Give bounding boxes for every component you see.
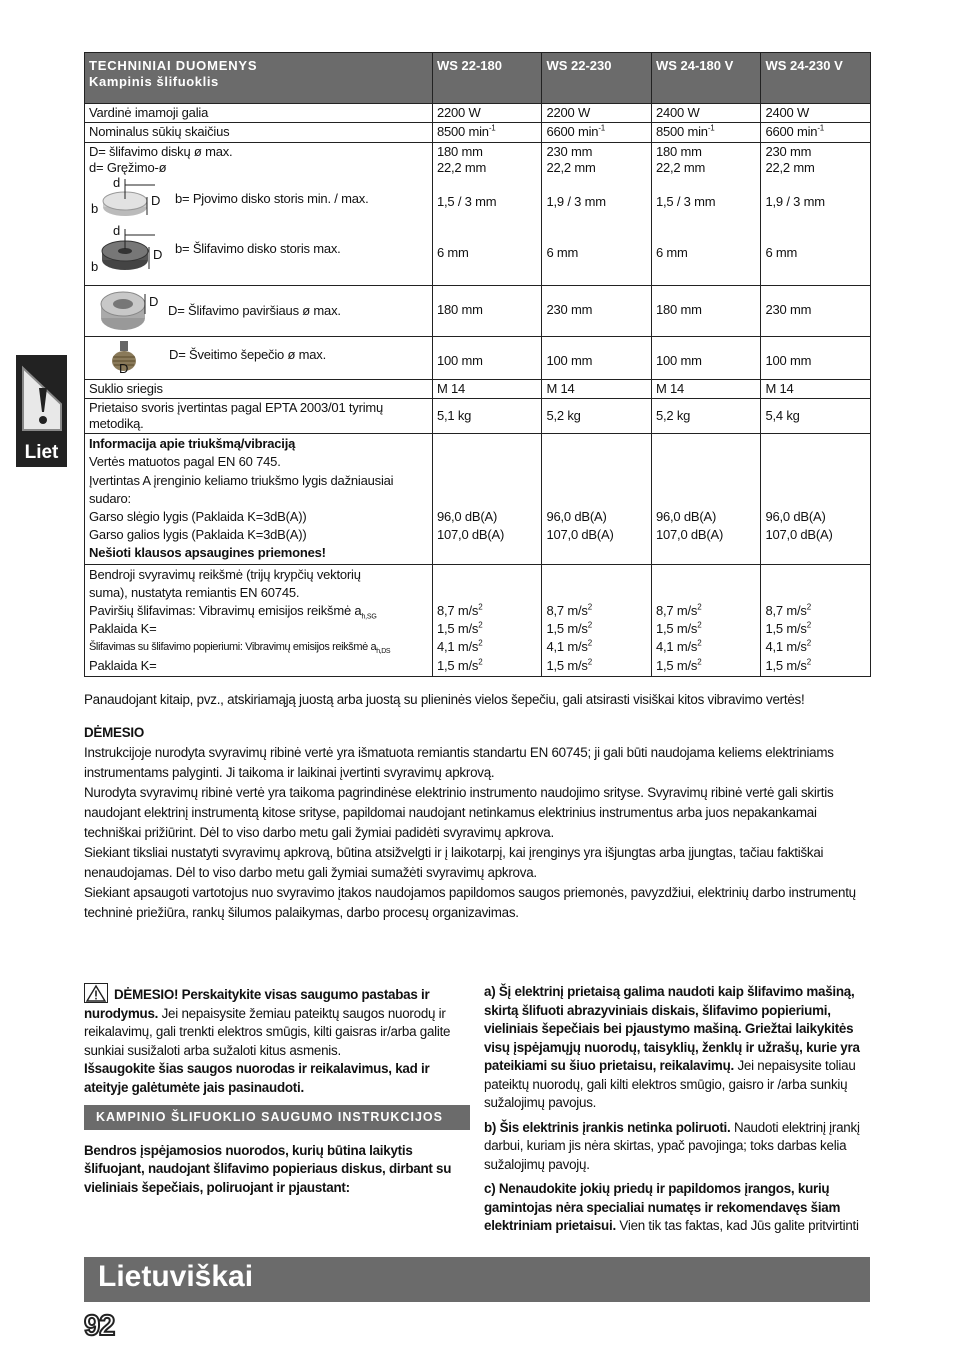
pict-letter-d: d — [113, 175, 121, 190]
cell — [432, 142, 542, 285]
cell-value — [765, 620, 866, 638]
vibration-text: Šlifavimas su šlifavimo popieriumi: Vibravimų emisijos reikšmė a — [89, 641, 377, 654]
pict-letter-b: b — [91, 201, 99, 216]
cell-value — [765, 638, 866, 656]
language-footer-bar — [84, 1257, 870, 1302]
cell-text: 4,1 m/s — [546, 639, 588, 655]
cell-value: 1,9 / 3 mm — [765, 194, 825, 209]
cell-value: 180 mm — [436, 302, 483, 318]
cell-value — [546, 657, 647, 675]
unit-sup: -1 — [707, 123, 715, 133]
noise-line: Garso slėgio lygis (Paklaida K=3dB(A)) — [89, 509, 307, 525]
cell: M 14 — [432, 379, 542, 398]
cell — [761, 285, 871, 336]
table-row — [85, 104, 871, 123]
warning-triangle-icon — [84, 983, 108, 1003]
cell-value — [437, 602, 538, 620]
cell-text: 4,1 m/s — [655, 639, 698, 655]
cell-value: 107,0 dB(A) — [655, 527, 724, 543]
item-a — [484, 983, 872, 1113]
cell-value: 230 mm — [546, 302, 593, 318]
item-c-bold: c) Nenaudokite jokių priedų ir papildomos įrangos, kurių gamintojas nėra specialiai numatęs ir rekomendavęs šiam elektriniam prietaisui. — [484, 1181, 841, 1233]
item-c — [484, 1180, 872, 1236]
item-b-bold: b) Šis elektrinis įrankis netinka poliruoti. — [484, 1119, 731, 1135]
surface-label: D= Šlifavimo paviršiaus ø max. — [168, 302, 341, 318]
table-row — [85, 123, 871, 142]
cell-value — [656, 657, 757, 675]
cell — [542, 398, 652, 434]
cell — [432, 123, 542, 142]
pict-letter-D: D — [151, 193, 161, 208]
cell — [542, 434, 652, 564]
cell-value: 6 mm — [436, 245, 469, 261]
cell-value: 6 mm — [546, 245, 579, 261]
cell: 2400 W — [761, 104, 871, 123]
right-column — [484, 983, 872, 1242]
cell-text: 1,5 m/s — [436, 621, 479, 637]
model-header: WS 24-180 V — [651, 53, 761, 104]
safety-warning — [84, 983, 470, 1060]
cell-value: 8500 min — [655, 124, 708, 140]
cell-value — [765, 657, 866, 675]
cell-value: 22,2 mm — [546, 159, 596, 175]
cell-value: 6600 min — [765, 124, 818, 140]
cell — [761, 398, 871, 434]
cell-value — [656, 620, 757, 638]
row-label: Vardinė imamoji galia — [85, 104, 433, 123]
pict-letter-b: b — [91, 259, 99, 274]
cell-value — [546, 638, 647, 656]
cell-value — [437, 657, 538, 675]
cell-value — [546, 602, 647, 620]
cell-value: 6 mm — [655, 245, 688, 261]
cell-text: 8,7 m/s — [765, 603, 807, 619]
footer-title: Lietuviškai — [98, 1260, 254, 1293]
sanding-pad-icon — [95, 286, 157, 336]
cell-value: 1,5 / 3 mm — [436, 194, 497, 209]
attention-paragraph: Siekiant apsaugoti vartotojus nuo svyravimo įtakos naudojamos papildomos saugos priemonės, pavyzdžiui, elektrinių darbo instrumentų techninė priežiūra, rankų šilumos palaikymas, darbo procesų organizavimas. — [84, 885, 856, 920]
cell: M 14 — [542, 379, 652, 398]
noise-line: Įvertintas A įrenginio keliamo triukšmo lygis dažniausiai sudaro: — [89, 472, 394, 506]
cell-text: 1,5 m/s — [655, 621, 698, 637]
cell-value: 1,5 / 3 mm — [655, 194, 716, 209]
cell-value: 22,2 mm — [765, 159, 815, 175]
cell-value — [546, 620, 647, 638]
cell-text: 4,1 m/s — [436, 639, 479, 655]
table-row — [85, 564, 871, 676]
cell — [432, 398, 542, 434]
cell-text: 1,5 m/s — [436, 657, 479, 673]
cell-value — [437, 638, 538, 656]
cell-value: 100 mm — [436, 352, 483, 368]
cell: 2400 W — [651, 104, 761, 123]
general-warnings-text: Bendros įspėjamosios nuorodos, kurių būtina laikytis šlifuojant, naudojant šlifavimo popieriaus diskus, dirbant su vieliniais šepečiais, poliruojant ir pjaustant: — [84, 1142, 452, 1195]
pict-letter-D: D — [149, 293, 159, 309]
cell-text: 1,5 m/s — [655, 657, 698, 673]
vibration-line — [89, 638, 402, 656]
cell-value: 22,2 mm — [655, 159, 706, 175]
cell-value: 230 mm — [546, 143, 593, 159]
cell-text: 1,5 m/s — [765, 657, 807, 673]
note-text: Panaudojant kitaip, pvz., atskiriamąją juostą arba juostą su plieninės vielos šepečiu, gali atsirasti visiškai kitos vibravimo vertės! — [84, 692, 805, 707]
cell-value: 230 mm — [765, 302, 812, 318]
cell — [542, 564, 652, 676]
cell — [761, 123, 871, 142]
unit-sup: 2 — [587, 657, 592, 667]
attention-paragraph: Nurodyta svyravimų ribinė vertė yra taikoma pagrindinėse elektrinio instrumento naudojimo srityse. Svyravimų ribinė vertė gali skirtis naudojant elektrinį instrumentą kitose srityse, papildomai naudojant netinkamus elektrinius instrumentus arba juos nepakankamai techniškai prižiūrint. Dėl to viso darbo metu gali žymiai padidėti svyravimų apkrova. — [84, 785, 834, 840]
cell-value: 96,0 dB(A) — [655, 509, 717, 525]
table-row — [85, 336, 871, 379]
cell-value: 180 mm — [655, 302, 702, 318]
row-label — [85, 564, 433, 676]
cell-text: 1,5 m/s — [546, 657, 588, 673]
cell-value: 6 mm — [765, 245, 798, 261]
cell: 2200 W — [542, 104, 652, 123]
model-header: WS 24-230 V — [761, 53, 871, 104]
row-label: Prietaiso svoris įvertintas pagal EPTA 2003/01 tyrimų metodiką. — [85, 398, 433, 434]
unit-sup: 2 — [697, 620, 702, 630]
cell: M 14 — [761, 379, 871, 398]
technical-data-table — [84, 52, 871, 677]
vibration-line: Paklaida K= — [89, 657, 157, 673]
unit-sup: 2 — [806, 657, 811, 667]
row-label: Suklio sriegis — [85, 379, 433, 398]
cell — [432, 564, 542, 676]
table-row — [85, 285, 871, 336]
cell — [651, 336, 761, 379]
brush-label: D= Šveitimo šepečio ø max. — [169, 346, 326, 362]
warning-text: Jei nepaisysite žemiau pateiktų saugos nuorodų ir reikalavimų, gali trenkti elektros smūgis, kilti gaisras ir/arba galite sunkiai susižaloti arba sužaloti kitus asmenis. — [84, 1005, 451, 1058]
cell-value: 96,0 dB(A) — [436, 509, 498, 525]
cell: 2200 W — [432, 104, 542, 123]
cell-value: 5,2 kg — [655, 407, 691, 423]
cell-value: 100 mm — [765, 352, 812, 368]
warning-icon — [19, 360, 64, 435]
unit-sup: 2 — [697, 639, 702, 649]
attention-paragraph: Siekiant tiksliai nustatyti svyravimų apkrovą, būtina atsižvelgti ir į laikotarpį, kai įrenginys yra išjungtas arba įjungtas, tačiau faktiškai nenaudojamas. Dėl to viso darbo metu gali žymiai sumažėti svyravimų apkrova. — [84, 845, 824, 880]
vibration-text: Paviršių šlifavimas: Vibravimų emisijos reikšmė a — [89, 603, 362, 619]
pict-letter-D: D — [119, 360, 129, 376]
unit-sup: 2 — [478, 602, 483, 612]
noise-line: Vertės matuotos pagal EN 60 745. — [89, 454, 281, 470]
cell — [432, 336, 542, 379]
pict-letter-D: D — [153, 247, 163, 262]
cell-value: 6600 min — [546, 124, 599, 140]
noise-line: Garso galios lygis (Paklaida K=3dB(A)) — [89, 527, 307, 543]
table-row — [85, 379, 871, 398]
cell-value: 100 mm — [546, 352, 593, 368]
pict-letter-d: d — [113, 223, 121, 238]
cell-value: 5,4 kg — [765, 407, 800, 423]
cell — [651, 398, 761, 434]
cell — [761, 336, 871, 379]
unit-sup: 2 — [587, 620, 592, 630]
cell-value: 8500 min — [436, 124, 489, 140]
cell — [651, 434, 761, 564]
unit-sup: -1 — [817, 123, 825, 133]
model-header: WS 22-230 — [542, 53, 652, 104]
table-row — [85, 142, 871, 285]
attention-title: DĖMESIO — [84, 725, 145, 740]
noise-warning: Nešioti klausos apsaugines priemones! — [89, 545, 326, 561]
cell — [542, 285, 652, 336]
cut-disc-row — [89, 177, 428, 229]
cell-value — [765, 602, 866, 620]
grind-disc-row — [89, 223, 428, 279]
cell — [761, 434, 871, 564]
bore-diameter-label: d= Gręžimo-ø — [89, 159, 167, 175]
vibration-note — [84, 690, 874, 710]
cell-value — [656, 638, 757, 656]
unit-sup: -1 — [598, 123, 606, 133]
table-row — [85, 398, 871, 434]
cell-value — [437, 620, 538, 638]
cell — [542, 336, 652, 379]
table-row — [85, 434, 871, 564]
language-label: Liet — [24, 442, 59, 463]
row-label — [85, 142, 433, 285]
cell — [432, 285, 542, 336]
vibration-line: Bendroji svyravimų reikšmė (trijų krypčių vektorių suma), nustatyta remiantis EN 60745. — [89, 566, 361, 600]
cell — [761, 564, 871, 676]
cell-value: 107,0 dB(A) — [546, 527, 614, 543]
warning-bold: DĖMESIO! Perskaitykite visas saugumo pastabas ir nurodymus. — [84, 987, 430, 1021]
item-a-text: Jei nepaisysite toliau pateiktų nuorodų, gali kilti elektros smūgio, gaisro ir /arba sunkių sužalojimų pavojus. — [484, 1058, 856, 1110]
cell-value: 22,2 mm — [436, 159, 487, 175]
cell-text: 8,7 m/s — [436, 603, 479, 619]
vibration-line: Paklaida K= — [89, 621, 157, 637]
grind-thickness-label: b= Šlifavimo disko storis max. — [175, 241, 341, 256]
cell-value — [656, 602, 757, 620]
cell — [432, 434, 542, 564]
left-column — [84, 983, 470, 1203]
model-header: WS 22-180 — [432, 53, 542, 104]
cell-text: 1,5 m/s — [546, 621, 588, 637]
cell-value: 1,9 / 3 mm — [546, 194, 606, 209]
cell-value: 100 mm — [655, 352, 702, 368]
page-number: 92 — [84, 1310, 115, 1342]
disc-diameter-label: D= šlifavimo diskų ø max. — [89, 143, 233, 159]
vibration-sub: h,SG — [361, 613, 377, 621]
noise-title: Informacija apie triukšmą/vibraciją — [89, 436, 296, 452]
unit-sup: 2 — [478, 657, 483, 667]
attention-block — [84, 723, 864, 923]
cell-text: 4,1 m/s — [765, 639, 807, 655]
cell-value: 107,0 dB(A) — [436, 527, 505, 543]
row-label: Nominalus sūkių skaičius — [85, 123, 433, 142]
cell-text: 8,7 m/s — [546, 603, 588, 619]
unit-sup: 2 — [806, 602, 811, 612]
table-header-row — [85, 53, 871, 104]
cell-value: 180 mm — [436, 143, 483, 159]
keep-instructions-text: Išsaugokite šias saugos nuorodas ir reikalavimus, kad ir ateityje galėtumėte jais pasinaudoti. — [84, 1061, 430, 1095]
cell — [761, 142, 871, 285]
cell-value: 5,2 kg — [546, 407, 581, 423]
cell — [651, 564, 761, 676]
unit-sup: 2 — [478, 620, 483, 630]
cell-text: 8,7 m/s — [655, 603, 698, 619]
row-label — [85, 336, 433, 379]
cell-value: 96,0 dB(A) — [765, 509, 826, 525]
cell — [542, 142, 652, 285]
language-side-tab — [16, 355, 67, 467]
attention-paragraph: Instrukcijoje nurodyta svyravimų ribinė vertė yra išmatuota remiantis standartu EN 60745; ji gali būti naudojama keliems elektriniams instrumentams palyginti. Ji taikoma ir laikinai įvertinti svyravimų apkrovą. — [84, 745, 834, 780]
cut-thickness-label: b= Pjovimo disko storis min. / max. — [175, 191, 369, 206]
item-c-text: Vien tik tas faktas, kad Jūs galite pritvirtinti — [615, 1218, 859, 1233]
item-b — [484, 1119, 872, 1175]
cell-value: 107,0 dB(A) — [765, 527, 833, 543]
unit-sup: 2 — [587, 639, 592, 649]
vibration-sub: h,DS — [376, 648, 391, 656]
cell-text: 1,5 m/s — [765, 621, 807, 637]
unit-sup: -1 — [488, 123, 496, 133]
cell: M 14 — [651, 379, 761, 398]
unit-sup: 2 — [806, 639, 811, 649]
row-label — [85, 434, 433, 564]
cell — [542, 123, 652, 142]
row-label — [85, 285, 433, 336]
section-title-bar: KAMPINIO ŠLIFUOKLIO SAUGUMO INSTRUKCIJOS — [84, 1105, 470, 1130]
unit-sup: 2 — [587, 602, 592, 612]
item-a-bold: a) Šį elektrinį prietaisą galima naudoti kaip šlifavimo mašiną, skirtą šlifuoti abrazyviniais diskais, šlifavimo popieriumi, vieliniais šepečiais bei pjaustymo mašiną. Griežtai laikykitės visų įspėjamųjų nuorodų, taisyklių, ženklų ir užrašų, kurie yra pateikiami su šiuo prietaisu, reikalavimų. — [484, 984, 860, 1073]
cell — [651, 142, 761, 285]
unit-sup: 2 — [697, 602, 702, 612]
cell-value: 5,1 kg — [436, 407, 472, 423]
table-title: TECHNINIAI DUOMENYS Kampinis šlifuoklis — [85, 53, 433, 104]
vibration-line — [89, 602, 402, 620]
unit-sup: 2 — [806, 620, 811, 630]
item-b-text: Naudoti elektrinį įrankį darbui, kuriam jis nėra skirtas, ypač pavojinga; toks darbas kelia sužalojimų pavojų. — [484, 1119, 860, 1172]
cell-value: 180 mm — [655, 143, 702, 159]
cell — [651, 123, 761, 142]
unit-sup: 2 — [697, 657, 702, 667]
cell-value: 230 mm — [765, 143, 812, 159]
cell — [651, 285, 761, 336]
unit-sup: 2 — [478, 639, 483, 649]
cell-value: 96,0 dB(A) — [546, 509, 607, 525]
